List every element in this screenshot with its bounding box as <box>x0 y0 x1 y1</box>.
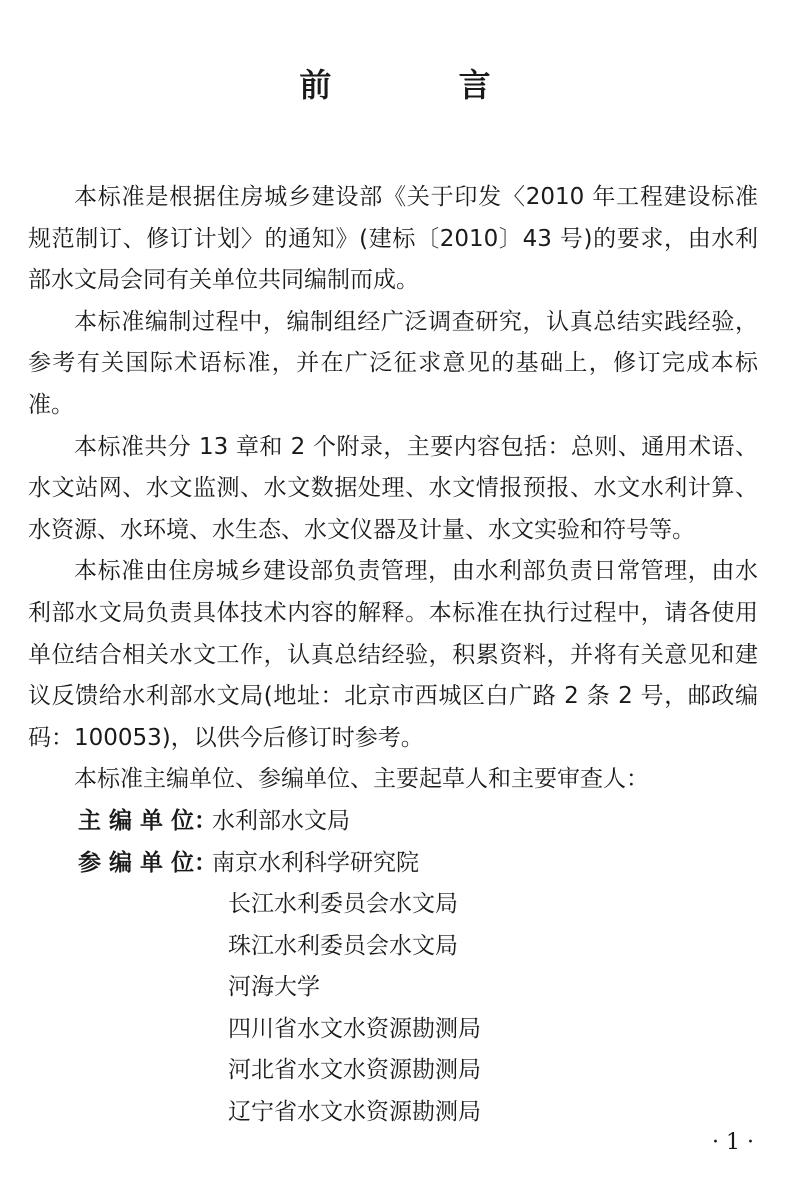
participating-units-label: 参 编 单 位： <box>78 849 218 876</box>
paragraph-2: 本标准编制过程中，编制组经广泛调查研究，认真总结实践经验，参考有关国际术语标准，并在广泛征求意见的基础上，修订完成本标准。 <box>28 308 758 418</box>
participating-unit-item: 南京水利科学研究院 <box>212 849 419 876</box>
participating-unit-row <box>28 843 758 885</box>
preface-body <box>28 177 758 1134</box>
units-intro-line: 本标准主编单位、参编单位、主要起草人和主要审查人： <box>74 766 649 793</box>
participating-unit-item: 长江水利委员会水文局 <box>228 891 458 918</box>
participating-unit-item: 河北省水文水资源勘测局 <box>228 1057 481 1084</box>
participating-unit-item: 珠江水利委员会水文局 <box>228 932 458 959</box>
chief-unit-row <box>28 801 758 843</box>
paragraph-3: 本标准共分 13 章和 2 个附录，主要内容包括：总则、通用术语、水文站网、水文监测、水文数据处理、水文情报预报、水文水利计算、水资源、水环境、水生态、水文仪器及计量、水文实验和符号等。 <box>28 433 758 543</box>
page-number: · 1 · <box>712 1130 754 1155</box>
chief-unit-label: 主 编 单 位： <box>78 807 218 834</box>
paragraph-4: 本标准由住房城乡建设部负责管理，由水利部负责日常管理，由水利部水文局负责具体技术内容的解释。本标准在执行过程中，请各使用单位结合相关水文工作，认真总结经验，积累资料，并将有关意见和建议反馈给水利部水文局(地址：北京市西城区白广路 2 条 2 号，邮政编码：100053)，以供今后修订时参考。 <box>28 558 758 751</box>
chief-unit-value: 水利部水文局 <box>212 807 350 834</box>
page-title: 前 言 <box>299 66 549 104</box>
paragraph-1: 本标准是根据住房城乡建设部《关于印发〈2010 年工程建设标准规范制订、修订计划〉的通知》(建标〔2010〕43 号)的要求，由水利部水文局会同有关单位共同编制而成。 <box>28 184 758 294</box>
participating-unit-item: 辽宁省水文水资源勘测局 <box>228 1099 481 1126</box>
participating-unit-item: 四川省水文水资源勘测局 <box>228 1015 481 1042</box>
participating-unit-item: 河海大学 <box>228 974 320 1001</box>
